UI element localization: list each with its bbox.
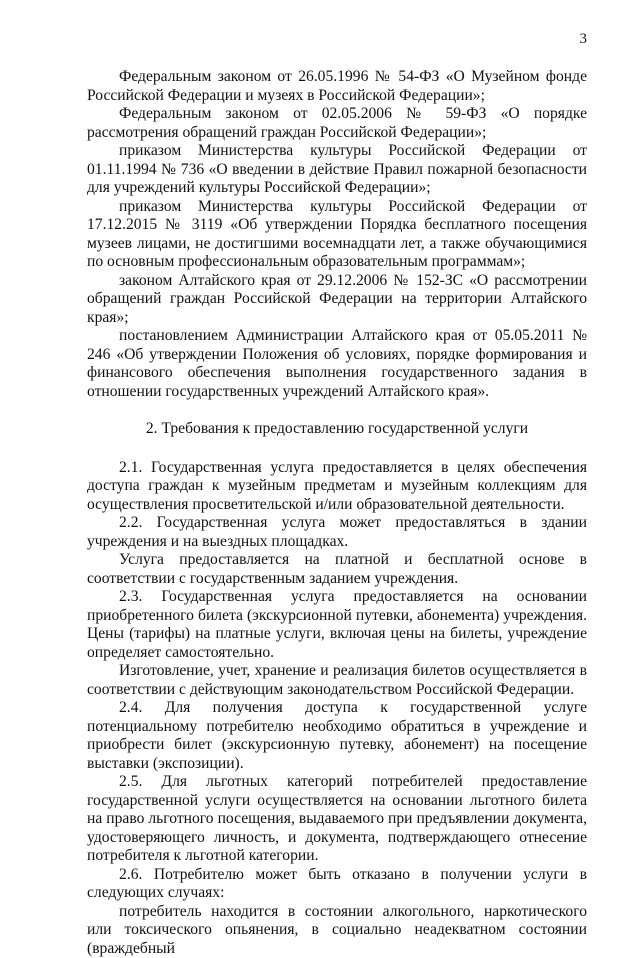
paragraph-2-2: 2.2. Государственная услуга может предоставляться в здании учреждения и на выездных площадках. xyxy=(87,514,587,551)
paragraph-resolution-246: постановлением Администрации Алтайского края от 05.05.2011 № 246 «Об утверждении Положения об условиях, порядке формирования и финансового обеспечения выполнения государственного задания в отношении государственных учреждений Алтайского края». xyxy=(87,327,587,401)
paragraph-law-59fz: Федеральным законом от 02.05.2006 № 59-ФЗ «О порядке рассмотрения обращений граждан Российской Федерации»; xyxy=(87,105,587,142)
paragraph-order-3119: приказом Министерства культуры Российской Федерации от 17.12.2015 № 3119 «Об утверждении Порядка бесплатного посещения музеев лицами, не достигшими восемнадцати лет, а также обучающимися по основным профессиональным образовательным программам»; xyxy=(87,198,587,272)
paragraph-law-152zs: законом Алтайского края от 29.12.2006 № 152-ЗС «О рассмотрении обращений граждан Российской Федерации на территории Алтайского края»; xyxy=(87,272,587,328)
paragraph-2-6: 2.6. Потребителю может быть отказано в получении услуги в следующих случаях: xyxy=(87,866,587,903)
paragraph-2-1: 2.1. Государственная услуга предоставляется в целях обеспечения доступа граждан к музейным предметам и музейным коллекциям для осуществления просветительской и/или образовательной деятельности. xyxy=(87,459,587,515)
paragraph-law-54fz: Федеральным законом от 26.05.1996 № 54-ФЗ «О Музейном фонде Российской Федерации и музеях в Российской Федерации»; xyxy=(87,68,587,105)
paragraph-order-736: приказом Министерства культуры Российской Федерации от 01.11.1994 № 736 «О введении в действие Правил пожарной безопасности для учреждений культуры Российской Федерации»; xyxy=(87,142,587,198)
paragraph-tickets-production: Изготовление, учет, хранение и реализация билетов осуществляется в соответствии с действующим законодательством Российской Федерации. xyxy=(87,662,587,699)
paragraph-paid-free-basis: Услуга предоставляется на платной и бесплатной основе в соответствии с государственным заданием учреждения. xyxy=(87,551,587,588)
document-body xyxy=(87,68,587,958)
section-heading: 2. Требования к предоставлению государственной услуги xyxy=(87,420,587,439)
paragraph-2-5: 2.5. Для льготных категорий потребителей предоставление государственной услуги осуществляется на основании льготного билета на право льготного посещения, выдаваемого при предъявлении документа, удостоверяющего личность, и документа, подтверждающего отнесение потребителя к льготной категории. xyxy=(87,773,587,866)
paragraph-2-3: 2.3. Государственная услуга предоставляется на основании приобретенного билета (экскурсионной путевки, абонемента) учреждения. Цены (тарифы) на платные услуги, включая цены на билеты, учреждение определяет самостоятельно. xyxy=(87,588,587,662)
paragraph-2-4: 2.4. Для получения доступа к государственной услуге потенциальному потребителю необходимо обратиться в учреждение и приобрести билет (экскурсионную путевку, абонемент) на посещение выставки (экспозиции). xyxy=(87,699,587,773)
page-number: 3 xyxy=(580,30,588,49)
paragraph-refusal-case: потребитель находится в состоянии алкогольного, наркотического или токсического опьянения, в социально неадекватном состоянии (враждебный xyxy=(87,903,587,958)
